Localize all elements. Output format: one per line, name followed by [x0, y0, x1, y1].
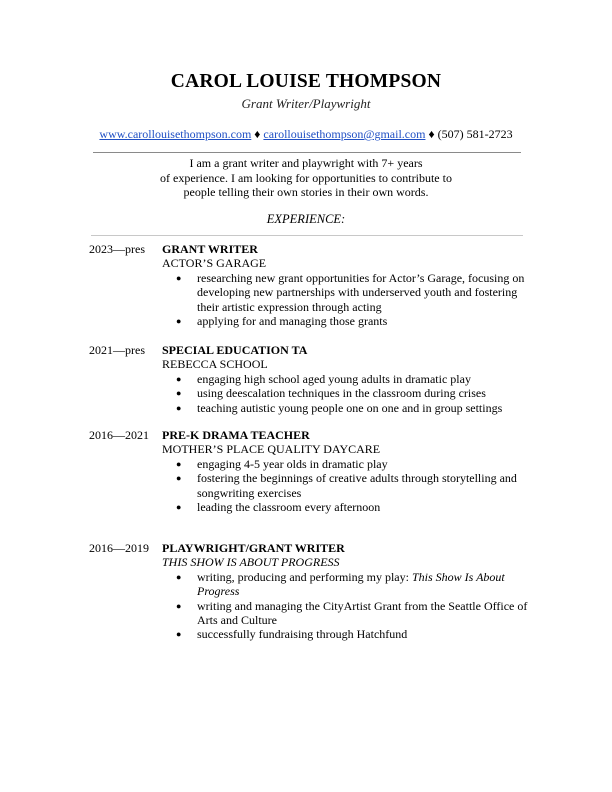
- job-bullets: [162, 372, 529, 415]
- job-organization: ACTOR’S GARAGE: [162, 256, 267, 271]
- job-entry: [89, 541, 529, 642]
- job-organization: MOTHER’S PLACE QUALITY DAYCARE: [162, 442, 381, 457]
- bullet-icon: ●: [176, 502, 182, 513]
- candidate-name: CAROL LOUISE THOMPSON: [170, 71, 442, 92]
- summary-line: I am a grant writer and playwright with 7+ years: [189, 156, 423, 170]
- job-dates: 2016—2019: [89, 541, 149, 555]
- job-title: SPECIAL EDUCATION TA: [162, 343, 308, 357]
- summary: [0, 156, 612, 200]
- play-title: This Show Is About Progress: [197, 569, 505, 599]
- website-link[interactable]: www.carollouisethompson.com: [99, 127, 252, 141]
- header-divider: [93, 152, 521, 153]
- candidate-subtitle: Grant Writer/Playwright: [241, 96, 371, 111]
- bullet-icon: ●: [176, 458, 182, 469]
- list-item: ● writing and managing the CityArtist Grant from the Seattle Office of Arts and Culture: [176, 598, 528, 628]
- bullet-icon: ●: [176, 402, 182, 413]
- email-link[interactable]: carollouisethompson@gmail.com: [263, 127, 426, 141]
- job-organization: REBECCA SCHOOL: [162, 357, 268, 372]
- bullet-icon: ●: [176, 629, 182, 640]
- summary-line: people telling their own stories in their own words.: [183, 185, 429, 199]
- bullet-icon: ●: [176, 373, 182, 384]
- job-bullets: [162, 457, 529, 515]
- experience-divider: [91, 235, 523, 236]
- list-item: ● researching new grant opportunities for Actor’s Garage, focusing on developing new partnerships with underserved youth and fostering their artistic expression through acting: [176, 270, 525, 314]
- bullet-icon: ●: [176, 316, 182, 327]
- list-item: ● leading the classroom every afternoon: [176, 500, 381, 515]
- job-bullets: [162, 570, 529, 642]
- job-bullets: [162, 271, 529, 329]
- job-entry: [89, 343, 529, 415]
- list-item: ● engaging high school aged young adults in dramatic play: [176, 371, 471, 386]
- list-item: ● teaching autistic young people one on one and in group settings: [176, 400, 503, 415]
- job-title: PLAYWRIGHT/GRANT WRITER: [162, 541, 345, 555]
- experience-heading: EXPERIENCE:: [266, 212, 346, 226]
- phone-number: (507) 581-2723: [437, 127, 513, 141]
- job-dates: 2023—pres: [89, 242, 145, 256]
- bullet-icon: ●: [176, 571, 182, 582]
- job-title: GRANT WRITER: [162, 242, 258, 256]
- job-dates: 2021—pres: [89, 343, 145, 357]
- job-title: PRE-K DRAMA TEACHER: [162, 428, 310, 442]
- list-item: ● fostering the beginnings of creative adults through storytelling and songwriting exercises: [176, 471, 517, 500]
- bullet-icon: ●: [176, 473, 182, 484]
- list-item: ● engaging 4-5 year olds in dramatic play: [176, 456, 388, 471]
- bullet-icon: ●: [176, 272, 182, 283]
- list-item: ● using deescalation techniques in the classroom during crises: [176, 386, 486, 401]
- job-organization: THIS SHOW IS ABOUT PROGRESS: [162, 555, 340, 570]
- list-item: ● successfully fundraising through Hatchfund: [176, 627, 408, 642]
- job-dates: 2016—2021: [89, 428, 149, 442]
- summary-line: of experience. I am looking for opportunities to contribute to: [160, 170, 452, 185]
- bullet-icon: ●: [176, 600, 182, 611]
- bullet-icon: ●: [176, 388, 182, 399]
- job-entry: [89, 428, 529, 514]
- list-item: ● writing, producing and performing my play: This Show Is About Progress: [176, 569, 505, 599]
- diamond-separator-icon: ♦: [254, 127, 261, 141]
- job-entry: [89, 242, 529, 328]
- diamond-separator-icon: ♦: [428, 127, 435, 141]
- list-item: ● applying for and managing those grants: [176, 314, 388, 329]
- contact-line: [0, 127, 612, 142]
